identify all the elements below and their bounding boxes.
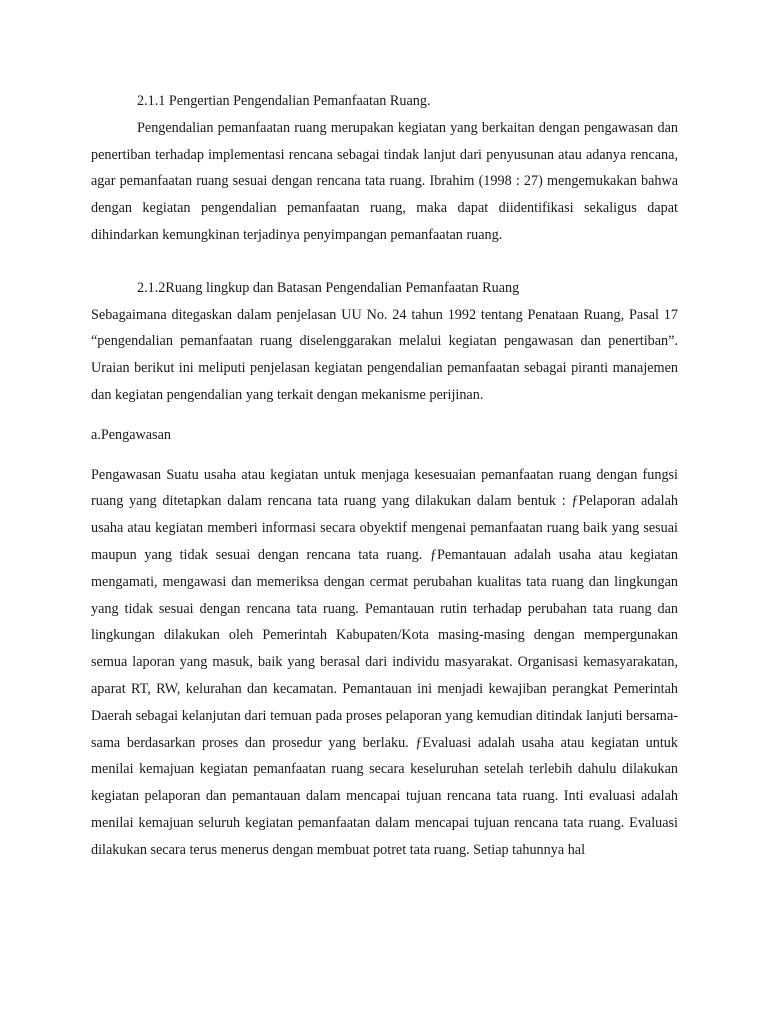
- section-spacer: [91, 249, 678, 275]
- section-spacer: [91, 409, 678, 422]
- paragraph-pengawasan: Pengawasan Suatu usaha atau kegiatan untuk menjaga kesesuaian pemanfaatan ruang dengan fungsi ruang yang ditetapkan dalam rencana tata ruang yang dilakukan dalam bentuk : ƒPelaporan adalah usaha atau kegiatan memberi informasi secara obyektif mengenai pemanfaatan ruang baik yang sesuai maupun yang tidak sesuai dengan rencana tata ruang. ƒPemantauan adalah usaha atau kegiatan mengamati, mengawasi dan memeriksa dengan cermat perubahan kualitas tata ruang dan lingkungan yang tidak sesuai dengan rencana tata ruang. Pemantauan rutin terhadap perubahan tata ruang dan lingkungan dilakukan oleh Pemerintah Kabupaten/Kota masing-masing dengan mempergunakan semua laporan yang masuk, baik yang berasal dari individu masyarakat. Organisasi kemasyarakatan, aparat RT, RW, kelurahan dan kecamatan. Pemantauan ini menjadi kewajiban perangkat Pemerintah Daerah sebagai kelanjutan dari temuan pada proses pelaporan yang kemudian ditindak lanjuti bersama-sama berdasarkan proses dan prosedur yang berlaku. ƒEvaluasi adalah usaha atau kegiatan untuk menilai kemajuan kegiatan pemanfaatan ruang secara keseluruhan setelah terlebih dahulu dilakukan kegiatan pelaporan dan pemantauan dalam mencapai tujuan rencana tata ruang. Inti evaluasi adalah menilai kemajuan seluruh kegiatan pemanfaatan dalam mencapai tujuan rencana tata ruang. Evaluasi dilakukan secara terus menerus dengan membuat potret tata ruang. Setiap tahunnya hal: [91, 466, 678, 858]
- section-heading-2-1-1: 2.1.1 Pengertian Pengendalian Pemanfaatan Ruang.: [137, 93, 431, 109]
- subheading-pengawasan: a.Pengawasan: [91, 426, 171, 443]
- section-spacer: [91, 449, 678, 462]
- section-paragraph-2-1-1: Pengendalian pemanfaatan ruang merupakan kegiatan yang berkaitan dengan pengawasan dan penertiban terhadap implementasi rencana sebagai tindak lanjut dari penyusunan atau adanya rencana, agar pemanfaatan ruang sesuai dengan rencana tata ruang. Ibrahim (1998 : 27) mengemukakan bahwa dengan kegiatan pengendalian pemanfaatan ruang, maka dapat diidentifikasi sekaligus dapat dihindarkan kemungkinan terjadinya penyimpangan pemanfaatan ruang.: [91, 119, 678, 243]
- document-body: [91, 88, 678, 864]
- section-paragraph-2-1-2: Sebagaimana ditegaskan dalam penjelasan UU No. 24 tahun 1992 tentang Penataan Ruang, Pasal 17 “pengendalian pemanfaatan ruang diselenggarakan melalui kegiatan pengawasan dan penertiban”. Uraian berikut ini meliputi penjelasan kegiatan pengendalian pemanfaatan sebagai piranti manajemen dan kegiatan pengendalian yang terkait dengan mekanisme perijinan.: [91, 306, 678, 403]
- section-heading-2-1-2: 2.1.2Ruang lingkup dan Batasan Pengendalian Pemanfaatan Ruang: [137, 279, 520, 296]
